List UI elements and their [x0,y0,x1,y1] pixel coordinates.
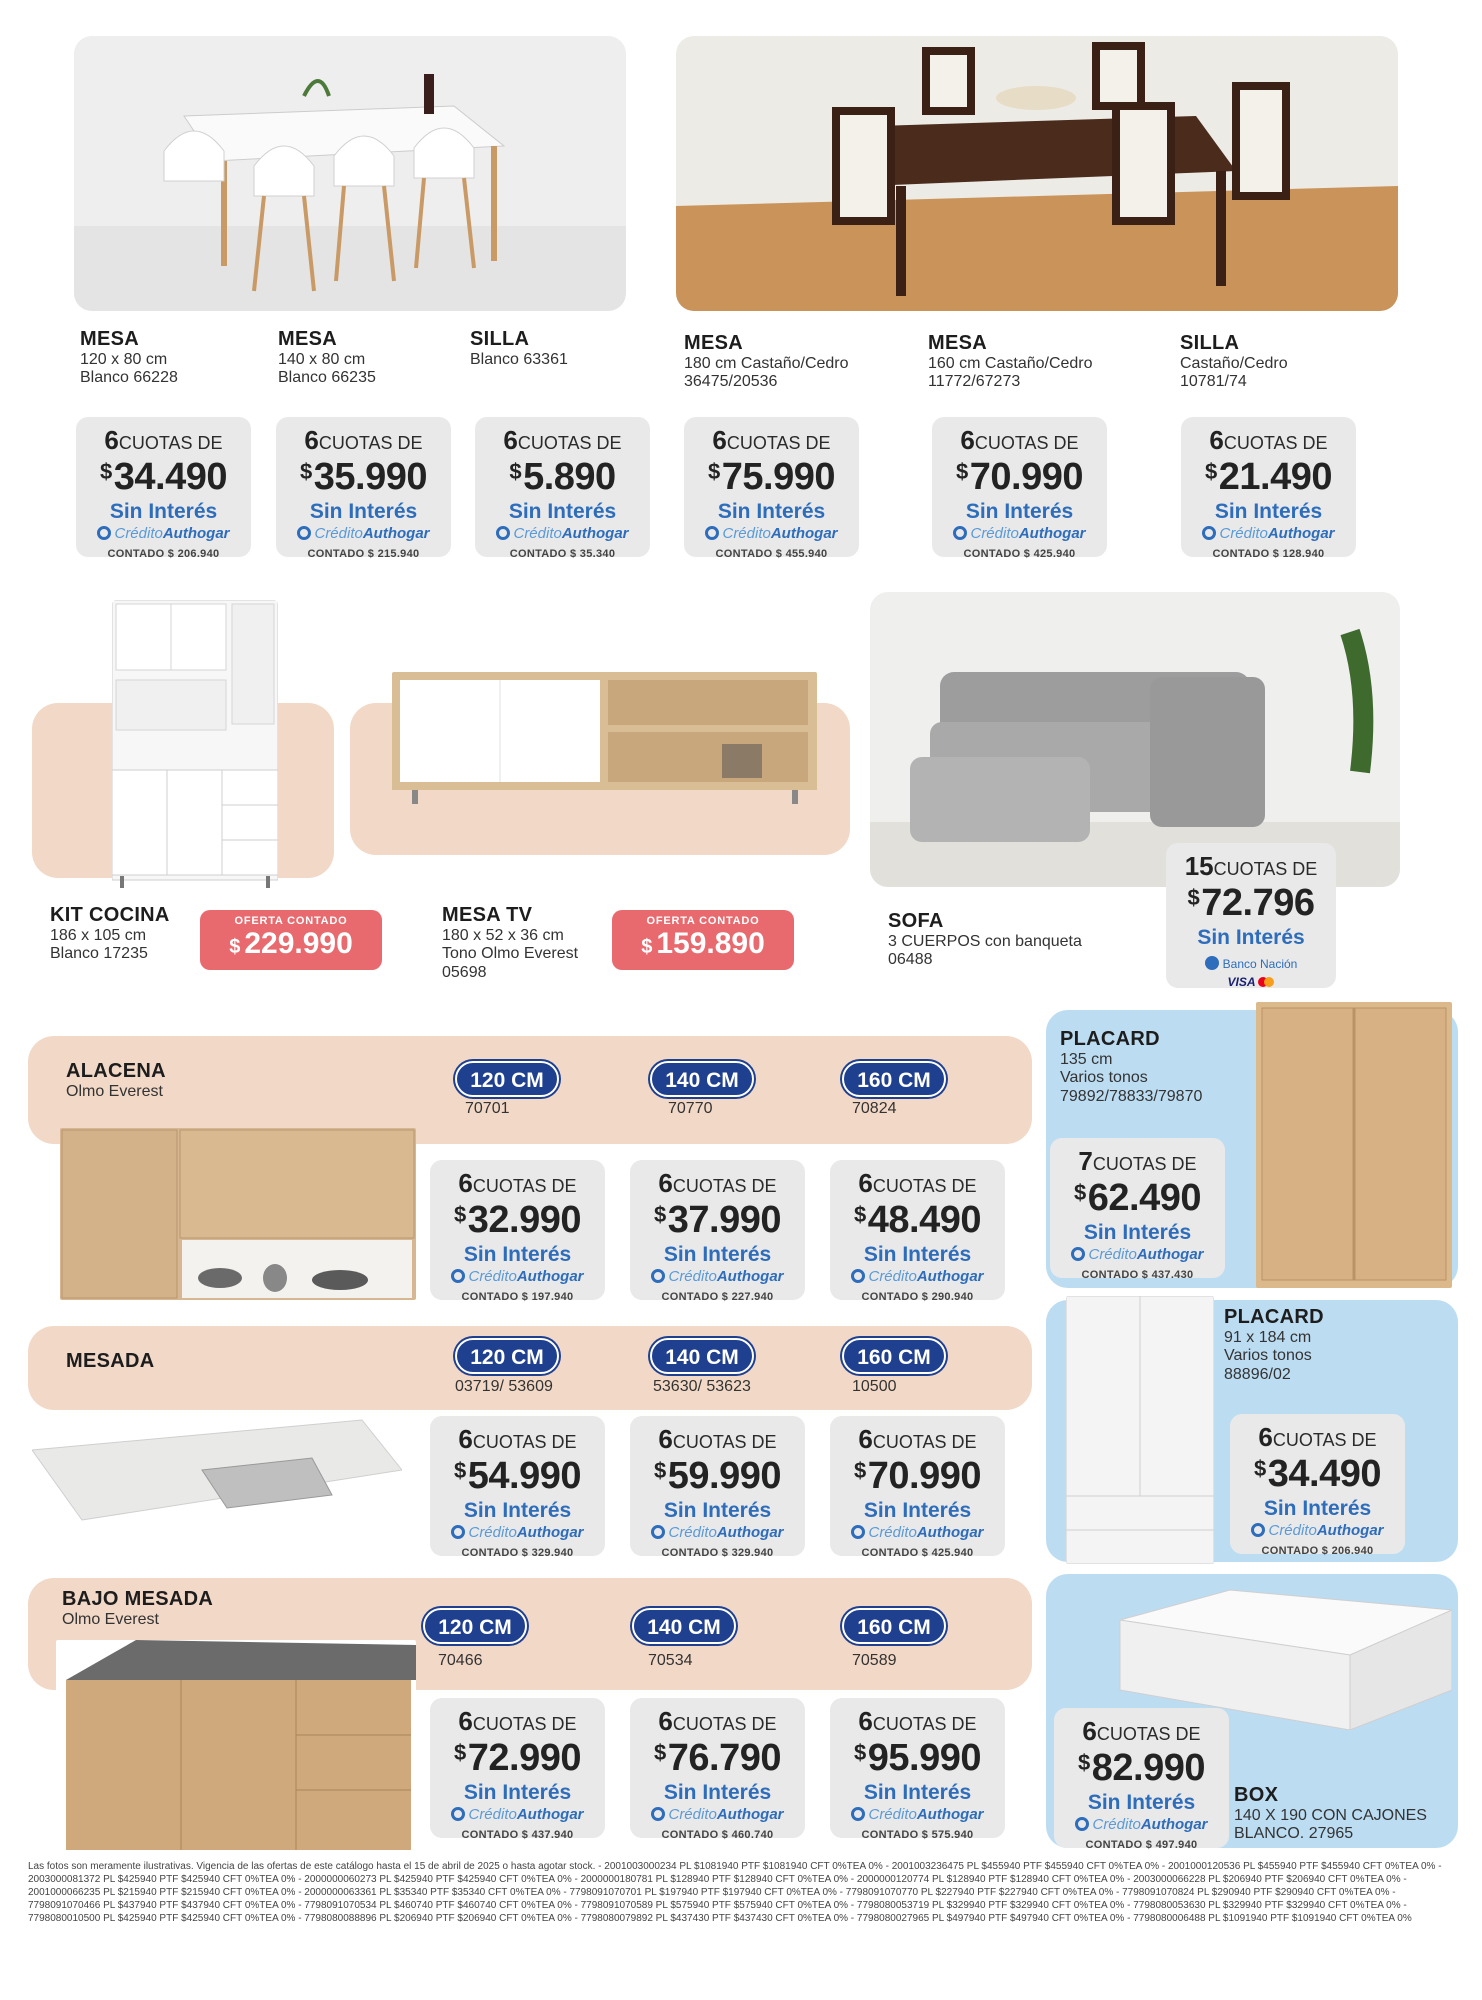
credito-icon [496,526,510,540]
product-name: MESA [684,332,743,354]
product-name: SOFA [888,910,944,932]
credito-authogar-logo: CréditoAuthogar [430,1524,605,1541]
product-dims: 180 x 52 x 36 cm [442,927,564,944]
credito-authogar-logo: CréditoAuthogar [830,1268,1005,1285]
size-code: 70534 [648,1652,693,1669]
cuotas-label: 6CUOTAS DE [458,1706,577,1736]
credito-authogar-logo: CréditoAuthogar [430,1268,605,1285]
contado-price: CONTADO $ 35.340 [509,548,616,560]
product-dims: 186 x 105 cm [50,927,147,944]
product-desc: 140 X 190 CON CAJONES [1234,1807,1427,1824]
product-sku: Blanco 17235 [50,945,148,963]
price-card [630,1160,805,1303]
cuotas-label: 6CUOTAS DE [658,1424,777,1454]
product-dims: 91 x 184 cm [1224,1329,1312,1346]
size-code: 70701 [465,1100,510,1117]
cuotas-label: 7CUOTAS DE [1078,1146,1197,1176]
product-sku: 06488 [888,951,933,969]
price-card [684,417,859,560]
credito-icon [651,1269,665,1283]
sin-interes-label: Sin Interés [463,1499,572,1522]
cuotas-label: 6CUOTAS DE [960,425,1079,455]
price-card [630,1698,805,1841]
credito-authogar-logo: CréditoAuthogar [630,1268,805,1285]
credito-authogar-logo: CréditoAuthogar [1181,525,1356,542]
sin-interes-label: Sin Interés [663,1243,772,1266]
sin-interes-label: Sin Interés [1083,1221,1192,1244]
size-pill-140: 140 CM [650,1061,754,1097]
product-name: MESA [80,328,139,350]
cuotas-label: 6CUOTAS DE [104,425,223,455]
product-name: PLACARD [1060,1028,1160,1050]
credito-icon [651,1525,665,1539]
cuotas-label: 15CUOTAS DE [1184,851,1318,881]
mesa-tv-photo [392,672,817,804]
credito-icon [851,1807,865,1821]
product-silla-blanco [470,328,568,369]
size-code: 03719/ 53609 [455,1378,553,1395]
product-sku: 36475/20536 [684,373,778,391]
contado-price: CONTADO $ 329.940 [461,1547,574,1559]
cuota-price: $35.990 [300,456,427,498]
sin-interes-label: Sin Interés [863,1499,972,1522]
kit-cocina-photo [112,600,278,888]
placard1-photo [1256,1002,1452,1288]
cuota-price: $5.890 [509,456,616,498]
credito-authogar-logo: CréditoAuthogar [684,525,859,542]
price-card [276,417,451,560]
sofa-price-card [1166,843,1336,988]
alacena-photo [60,1128,416,1300]
oferta-label: OFERTA CONTADO [234,915,348,927]
dark-dining-set-photo [676,36,1398,311]
product-name: SILLA [1180,332,1240,354]
product-sku: Blanco 66235 [278,369,376,387]
price-card [430,1416,605,1559]
oferta-price: $ 229.990 [229,927,353,960]
credito-icon [705,526,719,540]
cuota-price: $70.990 [854,1455,981,1497]
cuotas-label: 6CUOTAS DE [1209,425,1328,455]
sin-interes-label: Sin Interés [1263,1497,1372,1520]
product-kit-cocina [50,904,170,964]
credito-icon [297,526,311,540]
size-pill-120: 120 CM [455,1338,559,1374]
size-code: 70824 [852,1100,897,1117]
product-name: SILLA [470,328,530,350]
product-sofa [888,910,1082,970]
cuota-price: $70.990 [956,456,1083,498]
credito-authogar-logo: CréditoAuthogar [1050,1246,1225,1263]
product-sku: 05698 [442,963,487,981]
price-card [830,1160,1005,1303]
cuota-price: $72.796 [1187,882,1315,924]
credito-icon [851,1269,865,1283]
credito-icon [451,1525,465,1539]
contado-price: CONTADO $ 575.940 [861,1829,974,1841]
sin-interes-label: Sin Interés [109,500,218,523]
credito-icon [651,1807,665,1821]
sin-interes-label: Sin Interés [1197,926,1305,949]
mesada-photo [32,1410,402,1530]
cuotas-label: 6CUOTAS DE [458,1424,577,1454]
cuotas-label: 6CUOTAS DE [1082,1716,1201,1746]
product-name: ALACENA [66,1060,166,1082]
cuotas-label: 6CUOTAS DE [458,1168,577,1198]
size-pill-160: 160 CM [842,1061,946,1097]
credito-icon [1251,1523,1265,1537]
product-mesa-tv [442,904,578,982]
product-color: Varios tonos [1060,1069,1148,1087]
cuotas-label: 6CUOTAS DE [1258,1422,1377,1452]
sin-interes-label: Sin Interés [663,1499,772,1522]
product-name: PLACARD [1224,1306,1324,1328]
contado-price: CONTADO $ 215.940 [307,548,420,560]
product-desc: 3 CUERPOS con banqueta [888,933,1082,950]
product-name: MESA [928,332,987,354]
sin-interes-label: Sin Interés [309,500,418,523]
product-alacena [66,1060,166,1101]
contado-price: CONTADO $ 460.740 [661,1829,774,1841]
product-sku: 79892/78833/79870 [1060,1087,1203,1105]
sin-interes-label: Sin Interés [663,1781,772,1804]
cuotas-label: 6CUOTAS DE [658,1168,777,1198]
sin-interes-label: Sin Interés [463,1243,572,1266]
credito-authogar-logo: CréditoAuthogar [830,1524,1005,1541]
price-card [1054,1708,1229,1851]
credito-authogar-logo: CréditoAuthogar [430,1806,605,1823]
price-card [1050,1138,1225,1281]
credito-icon [1071,1247,1085,1261]
credito-icon [451,1269,465,1283]
cuota-price: $95.990 [854,1737,981,1779]
contado-price: CONTADO $ 425.940 [861,1547,974,1559]
cuota-price: $34.490 [100,456,227,498]
credito-authogar-logo: CréditoAuthogar [932,525,1107,542]
product-mesa-160 [928,332,1093,392]
price-card [430,1698,605,1841]
white-table-photo [74,36,626,311]
contado-price: CONTADO $ 455.940 [715,548,828,560]
size-pill-140: 140 CM [632,1608,736,1644]
contado-price: CONTADO $ 497.940 [1085,1839,1198,1851]
contado-price: CONTADO $ 206.940 [107,548,220,560]
oferta-contado-badge [612,910,794,970]
contado-price: CONTADO $ 197.940 [461,1291,574,1303]
cuota-price: $32.990 [454,1199,581,1241]
price-card [475,417,650,560]
legal-disclaimer: Las fotos son meramente ilustrativas. Vigencia de las ofertas de este catálogo hasta el 15 de abril de 2025 o hasta agotar stock. - 2001003000234 PL $1081940 PTF $1081940 CFT 0%TEA 0% - 2001003236475 PL $455940 PTF $455940 CFT 0%TEA 0% - 2001000120536 PL $455940 PTF $455940 CFT 0%TEA 0% - 2003000081372 PL $425940 PTF $425940 CFT 0%TEA 0% - 2000000060273 PL $425940 PTF $425940 CFT 0%TEA 0% - 2000000180781 PL $128940 PTF $128940 CFT 0%TEA 0% - 2000000120774 PL $128940 PTF $128940 CFT 0%TEA 0% - 2003000066228 PL $206940 PTF $206940 CFT 0%TEA 0% - 2001000066235 PL $215940 PTF $215940 CFT 0%TEA 0% - 2000000063361 PL $35340 PTF $35340 CFT 0%TEA 0% - 7798091070701 PL $197940 PTF $197940 CFT 0%TEA 0% - 7798091070770 PL $227940 PTF $227940 CFT 0%TEA 0% - 7798091070824 PL $290940 PTF $290940 CFT 0%TEA 0% - 7798091070466 PL $437940 PTF $437940 CFT 0%TEA 0% - 7798091070534 PL $460740 PTF $460740 CFT 0%TEA 0% - 7798091070589 PL $575940 PTF $575940 CFT 0%TEA 0% - 7798080053719 PL $329940 PTF $329940 CFT 0%TEA 0% - 7798080053630 PL $329940 PTF $329940 CFT 0%TEA 0% - 7798080010500 PL $425940 PTF $425940 CFT 0%TEA 0% - 7798080088896 PL $206940 PTF $206940 CFT 0%TEA 0% - 7798080079892 PL $437430 PTF $437430 CFT 0%TEA 0% - 7798080027965 PL $497940 PTF $497940 CFT 0%TEA 0% - 7798080006488 PL $1091940 PTF $1091940 CFT 0%TEA 0% [28,1861,1442,1924]
product-sku: 10781/74 [1180,373,1247,391]
price-card [932,417,1107,560]
size-pill-160: 160 CM [842,1608,946,1644]
product-name: BOX [1234,1784,1279,1806]
product-mesa-120 [80,328,178,388]
credito-authogar-logo: CréditoAuthogar [475,525,650,542]
cuota-price: $82.990 [1078,1747,1205,1789]
size-pill-120: 120 CM [423,1608,527,1644]
product-placard-91 [1224,1306,1324,1384]
cuota-price: $34.490 [1254,1453,1381,1495]
oferta-price: $ 159.890 [641,927,765,960]
product-bajo-mesada [62,1588,213,1629]
product-name: KIT COCINA [50,904,170,926]
product-mesada [66,1350,154,1373]
product-sku: Blanco 63361 [470,351,568,368]
product-sku: BLANCO. 27965 [1234,1825,1354,1843]
product-color: Olmo Everest [66,1083,163,1100]
credito-authogar-logo: CréditoAuthogar [276,525,451,542]
product-color: Olmo Everest [62,1611,159,1628]
credito-icon [851,1525,865,1539]
product-box [1234,1784,1427,1844]
product-sku: 11772/67273 [928,373,1021,391]
product-sku: Blanco 66228 [80,369,178,387]
product-mesa-180 [684,332,849,392]
product-silla-castano [1180,332,1288,392]
product-name: MESA TV [442,904,533,926]
size-code: 53630/ 53623 [653,1378,751,1395]
cuota-price: $76.790 [654,1737,781,1779]
credito-icon [1202,526,1216,540]
cuotas-label: 6CUOTAS DE [858,1424,977,1454]
contado-price: CONTADO $ 437.940 [461,1829,574,1841]
contado-price: CONTADO $ 290.940 [861,1291,974,1303]
credito-icon [1075,1817,1089,1831]
contado-price: CONTADO $ 128.940 [1212,548,1325,560]
cuota-price: $21.490 [1205,456,1332,498]
product-dims: 160 cm Castaño/Cedro [928,355,1093,372]
cuotas-label: 6CUOTAS DE [712,425,831,455]
placard2-photo [1066,1296,1214,1564]
contado-price: CONTADO $ 329.940 [661,1547,774,1559]
mastercard-icon-2 [1264,977,1274,987]
sin-interes-label: Sin Interés [1087,1791,1196,1814]
sin-interes-label: Sin Interés [1214,500,1323,523]
credito-authogar-logo: CréditoAuthogar [1054,1816,1229,1833]
price-card [76,417,251,560]
cuota-price: $54.990 [454,1455,581,1497]
cuota-price: $62.490 [1074,1177,1201,1219]
banco-nacion-logo: Banco Nación [1166,956,1336,971]
product-color: Tono Olmo Everest [442,945,579,963]
cuotas-label: 6CUOTAS DE [858,1168,977,1198]
price-card [430,1160,605,1303]
visa-mastercard-logos: VISA [1166,975,1336,989]
sin-interes-label: Sin Interés [508,500,617,523]
credito-authogar-logo: CréditoAuthogar [830,1806,1005,1823]
price-card [630,1416,805,1559]
credito-authogar-logo: CréditoAuthogar [1230,1522,1405,1539]
sin-interes-label: Sin Interés [863,1243,972,1266]
cuotas-label: 6CUOTAS DE [658,1706,777,1736]
oferta-contado-badge [200,910,382,970]
product-color: Castaño/Cedro [1180,355,1288,372]
cuota-price: $59.990 [654,1455,781,1497]
size-pill-120: 120 CM [455,1061,559,1097]
banco-nacion-icon [1205,956,1219,970]
cuota-price: $48.490 [854,1199,981,1241]
product-dims: 120 x 80 cm [80,351,168,368]
size-code: 70466 [438,1652,483,1669]
credito-authogar-logo: CréditoAuthogar [76,525,251,542]
credito-authogar-logo: CréditoAuthogar [630,1524,805,1541]
contado-price: CONTADO $ 437.430 [1081,1269,1194,1281]
sin-interes-label: Sin Interés [863,1781,972,1804]
product-sku: 88896/02 [1224,1365,1291,1383]
size-pill-140: 140 CM [650,1338,754,1374]
credito-authogar-logo: CréditoAuthogar [630,1806,805,1823]
size-code: 10500 [852,1378,897,1395]
contado-price: CONTADO $ 206.940 [1261,1545,1374,1557]
cuota-price: $72.990 [454,1737,581,1779]
cuota-price: $75.990 [708,456,835,498]
product-name: MESADA [66,1350,155,1372]
price-card [1230,1414,1405,1557]
product-mesa-140 [278,328,376,388]
product-name: MESA [278,328,337,350]
cuotas-label: 6CUOTAS DE [304,425,423,455]
product-dims: 135 cm [1060,1051,1113,1068]
credito-icon [451,1807,465,1821]
contado-price: CONTADO $ 227.940 [661,1291,774,1303]
bajo-mesada-photo [56,1640,416,1850]
sin-interes-label: Sin Interés [463,1781,572,1804]
size-code: 70770 [668,1100,713,1117]
product-color: Varios tonos [1224,1347,1312,1365]
sin-interes-label: Sin Interés [717,500,826,523]
price-card [830,1698,1005,1841]
product-name: BAJO MESADA [62,1588,214,1610]
oferta-label: OFERTA CONTADO [646,915,760,927]
credito-icon [953,526,967,540]
credito-icon [97,526,111,540]
price-card [1181,417,1356,560]
size-code: 70589 [852,1652,897,1669]
product-dims: 180 cm Castaño/Cedro [684,355,849,372]
cuotas-label: 6CUOTAS DE [858,1706,977,1736]
sin-interes-label: Sin Interés [965,500,1074,523]
cuota-price: $37.990 [654,1199,781,1241]
price-card [830,1416,1005,1559]
product-dims: 140 x 80 cm [278,351,366,368]
contado-price: CONTADO $ 425.940 [963,548,1076,560]
product-placard-135 [1060,1028,1202,1106]
size-pill-160: 160 CM [842,1338,946,1374]
cuotas-label: 6CUOTAS DE [503,425,622,455]
